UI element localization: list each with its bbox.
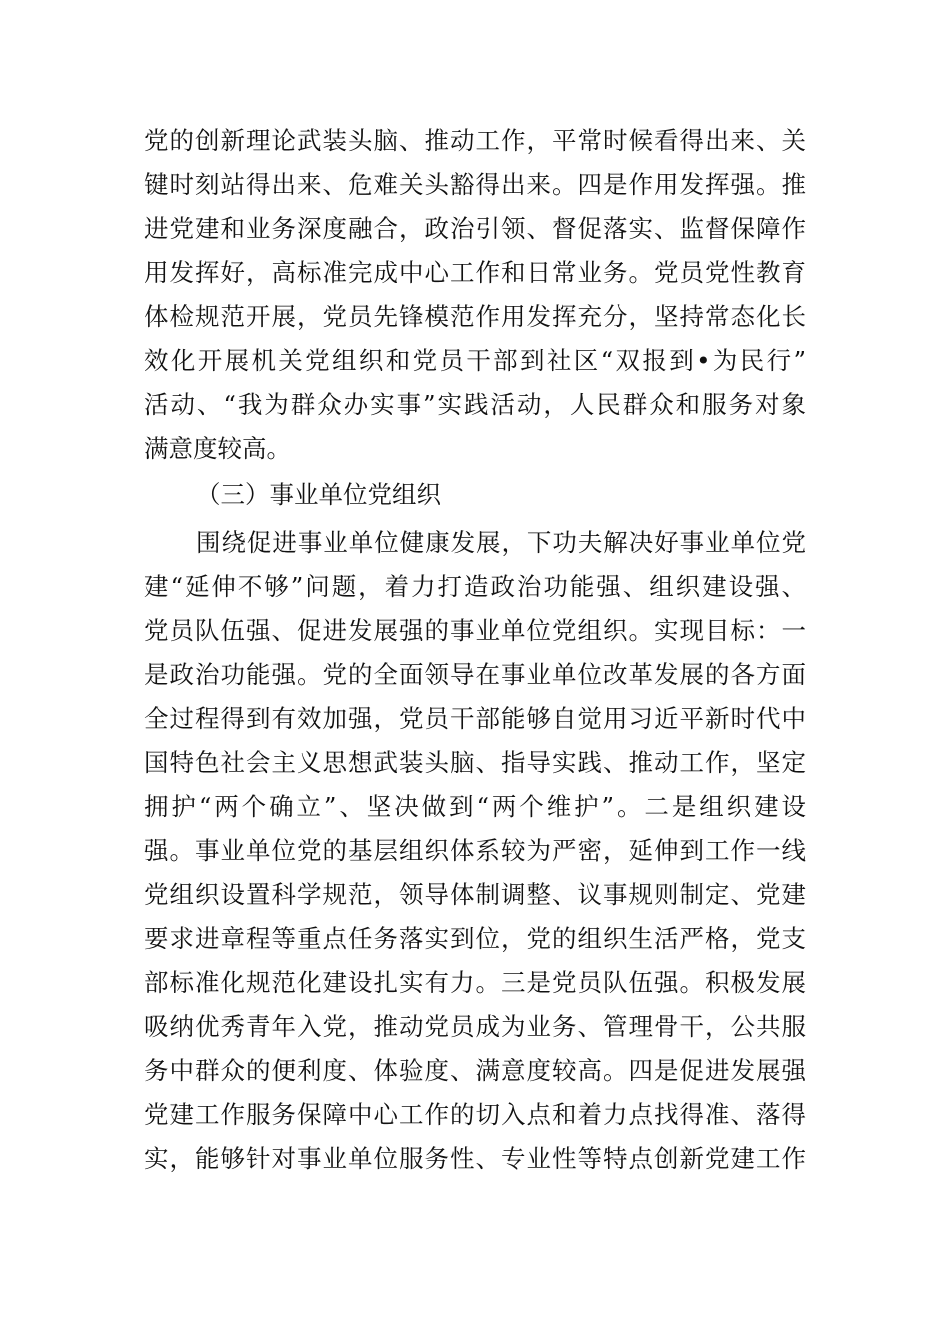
section-heading: （三）事业单位党组织: [196, 480, 441, 509]
paragraph-line: 建“延伸不够”问题，着力打造政治功能强、组织建设强、: [144, 572, 806, 601]
paragraph-line: 党组织设置科学规范，领导体制调整、议事规则制定、党建: [144, 880, 806, 909]
paragraph-line: 是政治功能强。党的全面领导在事业单位改革发展的各方面: [144, 660, 806, 689]
paragraph-line: 吸纳优秀青年入党，推动党员成为业务、管理骨干，公共服: [144, 1012, 806, 1041]
paragraph-line: 围绕促进事业单位健康发展，下功夫解决好事业单位党: [196, 528, 806, 557]
paragraph-line: 进党建和业务深度融合，政治引领、督促落实、监督保障作: [144, 214, 806, 243]
paragraph-line: 党的创新理论武装头脑、推动工作，平常时候看得出来、关: [144, 126, 806, 155]
paragraph-line: 国特色社会主义思想武装头脑、指导实践、推动工作，坚定: [144, 748, 806, 777]
paragraph-line: 要求进章程等重点任务落实到位，党的组织生活严格，党支: [144, 924, 806, 953]
paragraph-line: 体检规范开展，党员先锋模范作用发挥充分，坚持常态化长: [144, 302, 806, 331]
paragraph-line: 实，能够针对事业单位服务性、专业性等特点创新党建工作: [144, 1144, 806, 1173]
paragraph-line: 党建工作服务保障中心工作的切入点和着力点找得准、落得: [144, 1100, 806, 1129]
paragraph-line: 强。事业单位党的基层组织体系较为严密，延伸到工作一线: [144, 836, 806, 865]
paragraph-line: 务中群众的便利度、体验度、满意度较高。四是促进发展强: [144, 1056, 806, 1085]
paragraph-line: 用发挥好，高标准完成中心工作和日常业务。党员党性教育: [144, 258, 806, 287]
paragraph-line: 活动、“我为群众办实事”实践活动，人民群众和服务对象: [144, 390, 806, 419]
paragraph-line: 党员队伍强、促进发展强的事业单位党组织。实现目标：一: [144, 616, 806, 645]
paragraph-line: 拥护“两个确立”、坚决做到“两个维护”。二是组织建设: [144, 792, 806, 821]
paragraph-line: 部标准化规范化建设扎实有力。三是党员队伍强。积极发展: [144, 968, 806, 997]
paragraph-line: 满意度较高。: [144, 434, 291, 463]
paragraph-line: 效化开展机关党组织和党员干部到社区“双报到•为民行”: [144, 346, 806, 375]
paragraph-line: 键时刻站得出来、危难关头豁得出来。四是作用发挥强。推: [144, 170, 806, 199]
paragraph-line: 全过程得到有效加强，党员干部能够自觉用习近平新时代中: [144, 704, 806, 733]
